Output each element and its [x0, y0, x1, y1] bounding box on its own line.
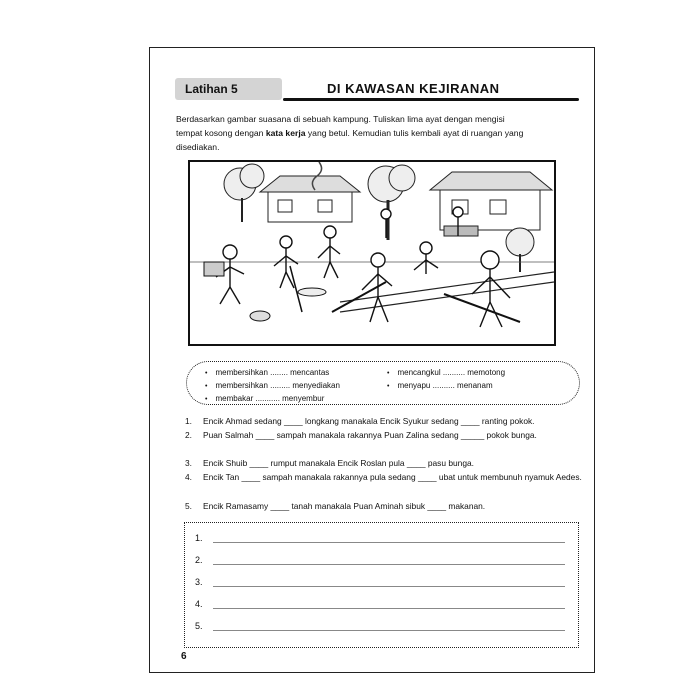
instruction-line-2 — [176, 126, 586, 140]
word-bank-item: • membakar ........... menyembur — [205, 394, 325, 403]
question-number: 2. — [185, 430, 192, 440]
page-number: 6 — [181, 651, 187, 662]
instructions — [176, 112, 586, 154]
word-bank-item: • mencangkul .......... memotong — [387, 368, 506, 377]
title-underline — [283, 98, 579, 101]
question-number: 4. — [185, 472, 192, 482]
instruction-keyword: kata kerja — [265, 128, 306, 138]
instruction-line-1: Berdasarkan gambar suasana di sebuah kampung. Tuliskan lima ayat dengan mengisi — [176, 114, 505, 124]
question-number: 3. — [185, 458, 192, 468]
question-text: Encik Tan ____ sampah manakala rakannya pula sedang ____ ubat untuk membunuh nyamuk Aedes. — [203, 472, 582, 482]
instruction-line-2-post: yang betul. Kemudian tulis kembali ayat di ruangan yang — [305, 128, 524, 138]
question-text: Puan Salmah ____ sampah manakala rakannya Puan Zalina sedang _____ pokok bunga. — [203, 430, 537, 440]
question-text: Encik Ahmad sedang ____ longkang manakala Encik Syukur sedang ____ ranting pokok. — [203, 416, 535, 426]
answer-line-5[interactable]: 5. — [195, 621, 565, 633]
instruction-line-3: disediakan. — [176, 142, 220, 152]
worksheet-page — [149, 47, 595, 673]
exercise-header — [175, 78, 581, 102]
answer-line-1[interactable]: 1. — [195, 533, 565, 545]
question-text: Encik Ramasamy ____ tanah manakala Puan Aminah sibuk ____ makanan. — [203, 501, 486, 511]
word-bank-item: • membersihkan ......... menyediakan — [205, 381, 340, 390]
word-bank-item: • membersihkan ........ mencantas — [205, 368, 330, 377]
question-text: Encik Shuib ____ rumput manakala Encik Roslan pula ____ pasu bunga. — [203, 458, 474, 468]
answer-line-3[interactable]: 3. — [195, 577, 565, 589]
answer-box — [184, 522, 579, 648]
answer-line-4[interactable]: 4. — [195, 599, 565, 611]
instruction-line-2-pre: tempat kosong dengan — [176, 128, 266, 138]
word-bank — [186, 361, 580, 405]
question-number: 1. — [185, 416, 192, 426]
word-bank-item: • menyapu .......... menanam — [387, 381, 493, 390]
page-title: DI KAWASAN KEJIRANAN — [327, 81, 500, 96]
exercise-label: Latihan 5 — [185, 82, 238, 96]
question-number: 5. — [185, 501, 192, 511]
answer-line-2[interactable]: 2. — [195, 555, 565, 567]
village-scene-icon — [190, 162, 554, 344]
village-scene-illustration — [188, 160, 556, 346]
exercise-badge — [175, 78, 282, 100]
